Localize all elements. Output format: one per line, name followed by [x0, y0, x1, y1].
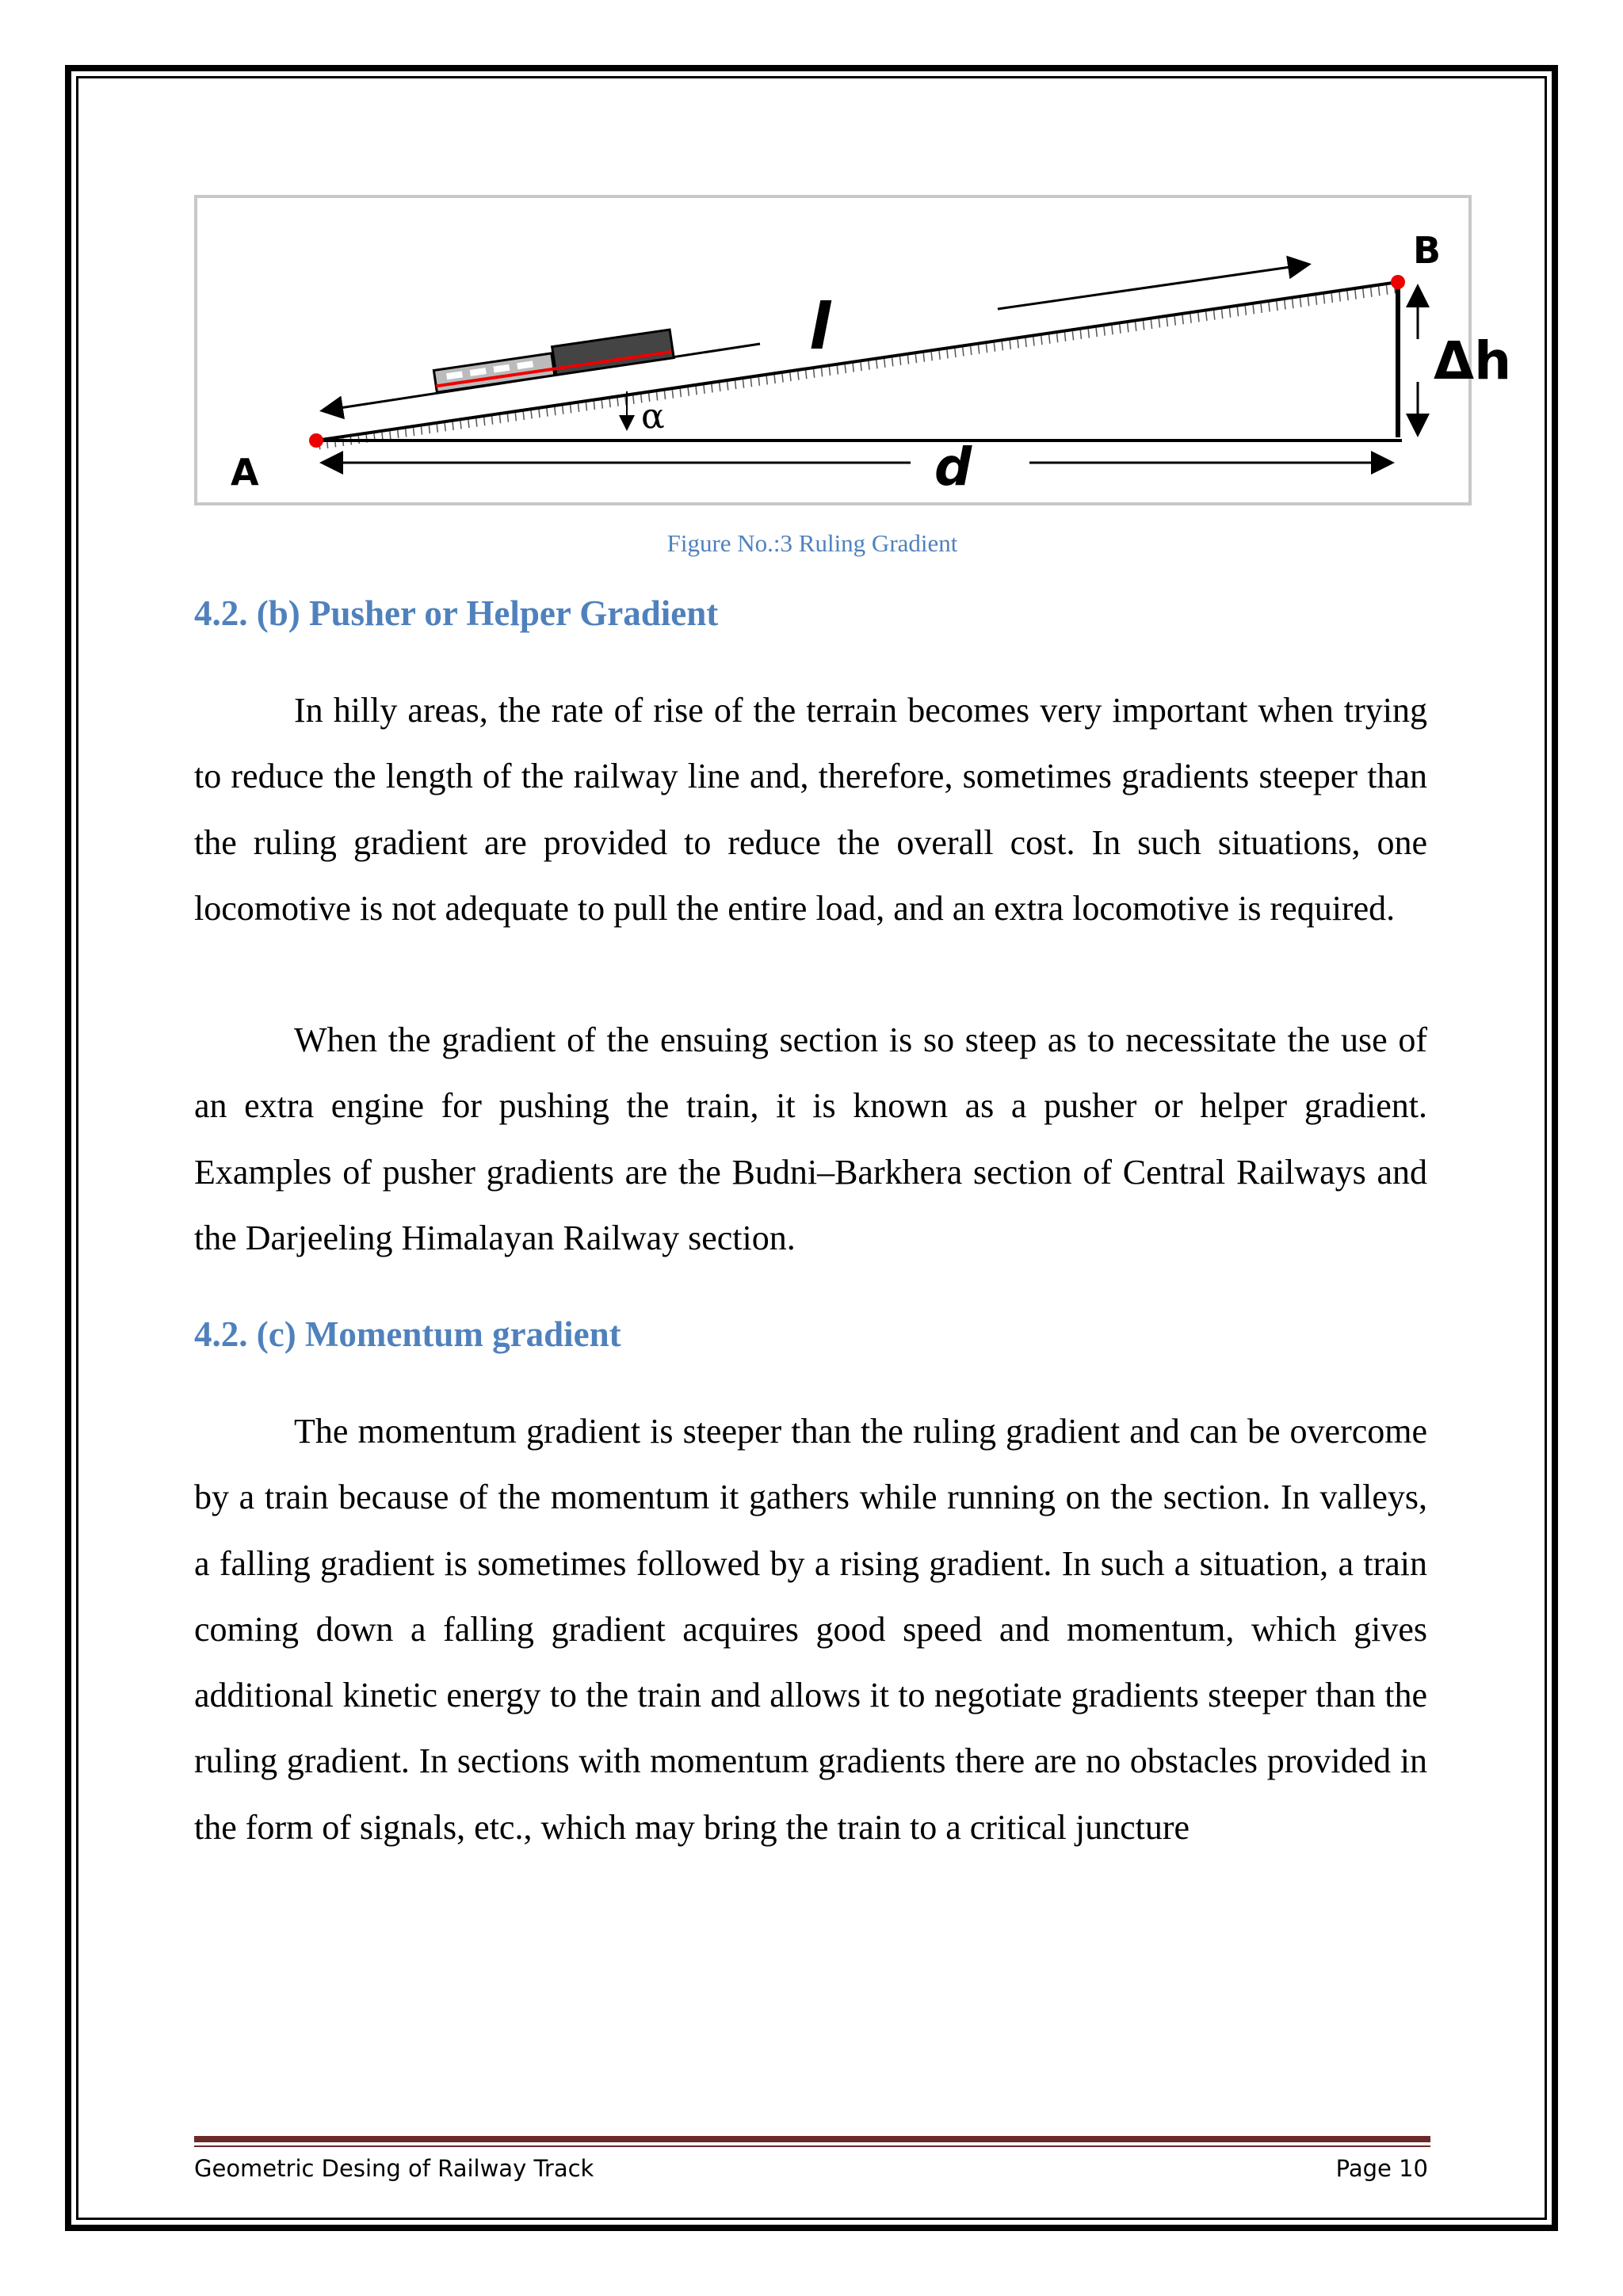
footer-title: Geometric Desing of Railway Track [194, 2155, 594, 2182]
footer-rule-thin [194, 2145, 1430, 2147]
section-b-heading: 4.2. (b) Pusher or Helper Gradient [194, 593, 719, 633]
section-c-heading: 4.2. (c) Momentum gradient [194, 1314, 621, 1354]
point-a [309, 433, 323, 448]
label-alpha: α [641, 396, 665, 437]
incline-line [316, 282, 1398, 441]
label-b: B [1413, 229, 1442, 272]
label-delta-h: Δh [1434, 330, 1512, 391]
section-b-paragraph-2: When the gradient of the ensuing section is so steep as to necessitate the use of an extra engine for pushing the train, it is known as a pusher or helper gradient. Examples of pusher gradients are the Budni–Barkhera section of Central Railways and the Darjeeling Himalayan Railway section. [194, 1020, 1427, 1257]
label-l: l [809, 290, 831, 364]
ruling-gradient-figure [194, 195, 1512, 505]
label-d: d [934, 437, 972, 498]
train-icon [433, 330, 674, 392]
label-a: A [231, 451, 259, 494]
figure-caption: Figure No.:3 Ruling Gradient [666, 529, 958, 557]
page-number: Page 10 [1335, 2155, 1428, 2182]
ruling-gradient-diagram [197, 198, 1512, 502]
section-b-paragraph-1: In hilly areas, the rate of rise of the terrain becomes very important when trying to reduce the length of the railway line and, therefore, sometimes gradients steeper than the ruling gradient are provided to reduce the overall cost. In such situations, one locomotive is not adequate to pull the entire load, and an extra locomotive is required. [194, 691, 1427, 928]
footer-rule [194, 2136, 1430, 2142]
section-c-paragraph-1: The momentum gradient is steeper than the ruling gradient and can be overcome by a train because of the momentum it gathers while running on the section. In valleys, a falling gradient is sometimes followed by a rising gradient. In such a situation, a train coming down a falling gradient acquires good speed and momentum, which gives additional kinetic energy to the train and allows it to negotiate gradients steeper than the ruling gradient. In sections with momentum gradients there are no obstacles provided in the form of signals, etc., which may bring the train to a critical juncture [194, 1412, 1427, 1847]
point-b [1391, 275, 1405, 289]
